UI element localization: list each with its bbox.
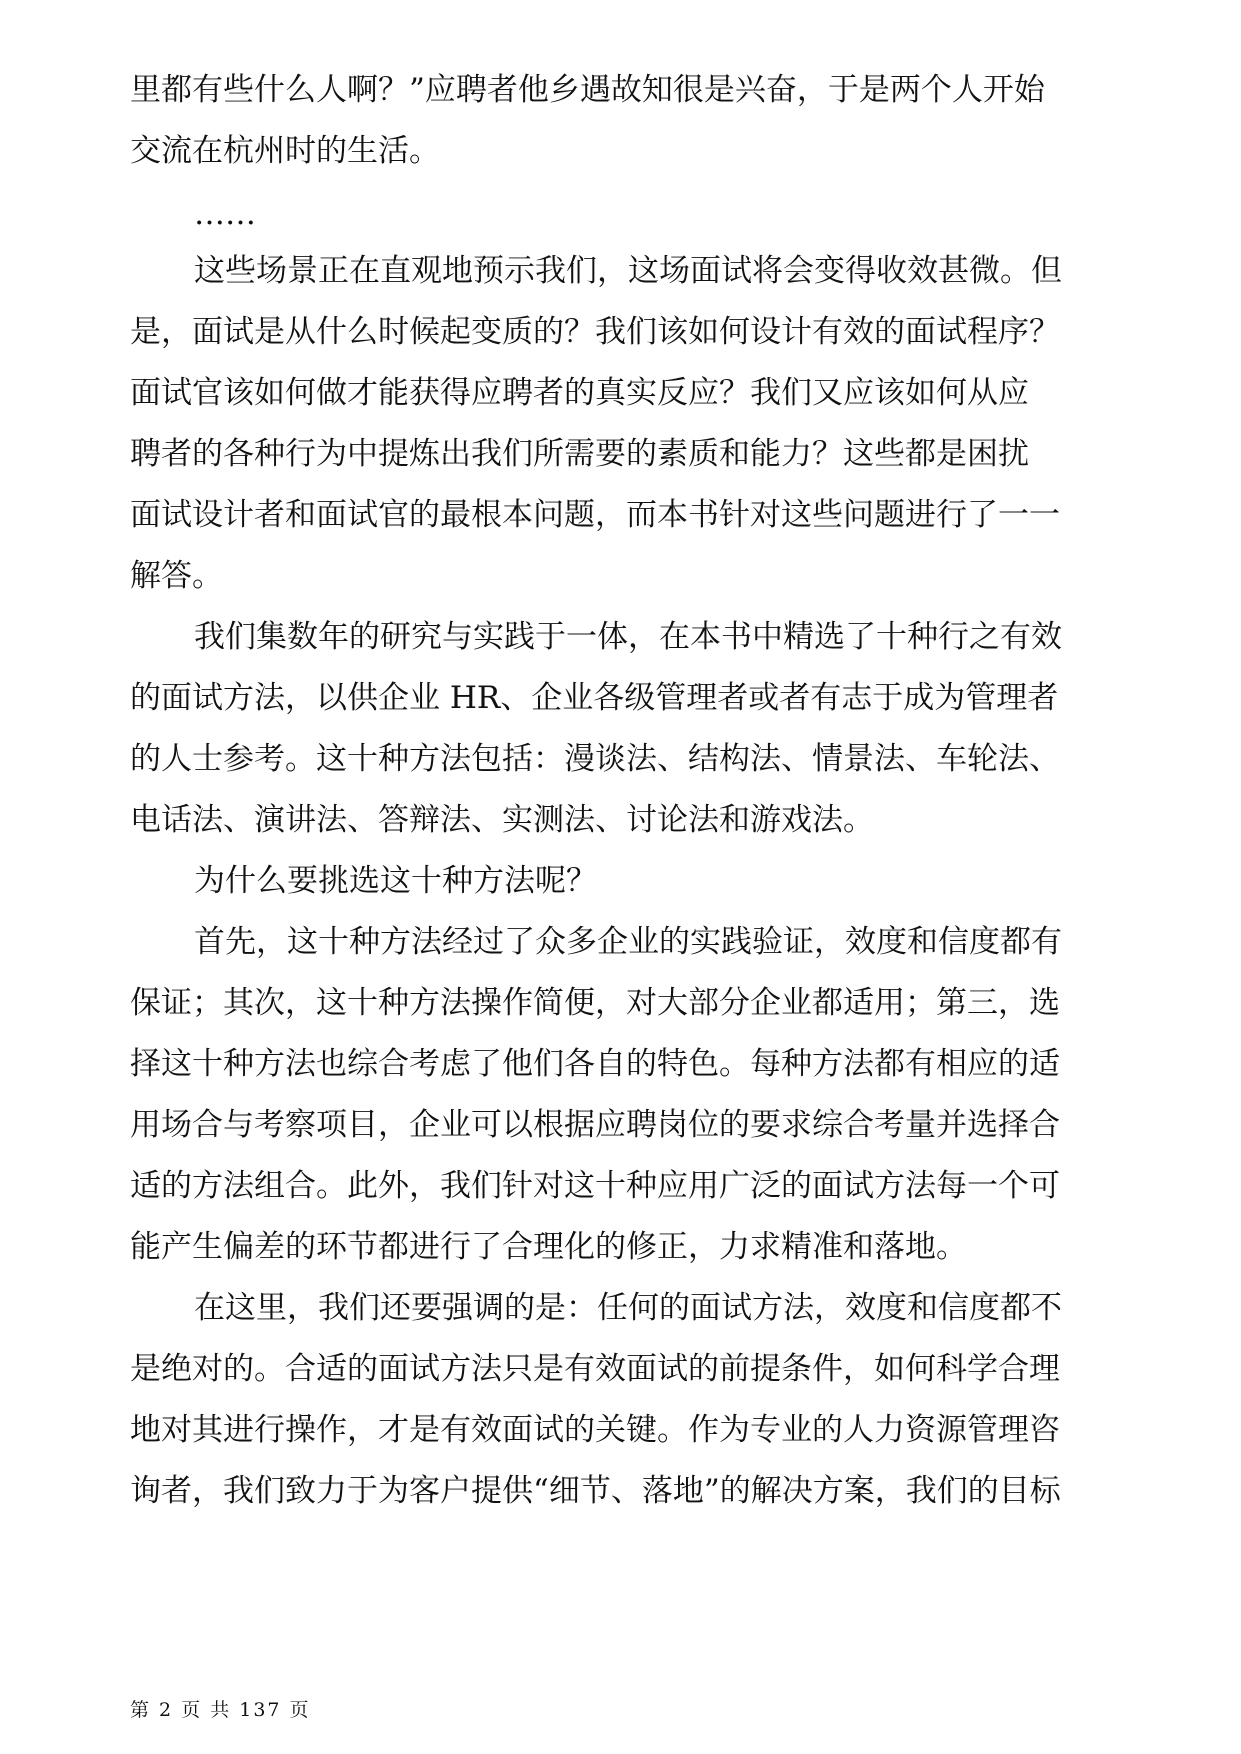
page-number-footer: 第 2 页 共 137 页 (130, 1699, 311, 1721)
text-line: 保证；其次，这十种方法操作简便，对大部分企业都适用；第三，选 (130, 985, 1060, 1021)
text-line: 的人士参考。这十种方法包括：漫谈法、结构法、情景法、车轮法、 (130, 741, 1060, 777)
text-line: 用场合与考察项目，企业可以根据应聘岗位的要求综合考量并选择合 (130, 1107, 1060, 1143)
text-line: 面试设计者和面试官的最根本问题，而本书针对这些问题进行了一一 (130, 497, 1060, 533)
text-line: …… (194, 196, 256, 232)
text-line: 面试官该如何做才能获得应聘者的真实反应？我们又应该如何从应 (130, 375, 1029, 411)
text-line: 解答。 (130, 558, 223, 594)
text-line: 这些场景正在直观地预示我们，这场面试将会变得收效甚微。但 (194, 253, 1062, 289)
text-line: 能产生偏差的环节都进行了合理化的修正，力求精准和落地。 (130, 1229, 967, 1265)
text-line: 里都有些什么人啊？”应聘者他乡遇故知很是兴奋，于是两个人开始 (130, 72, 1045, 108)
text-line: 询者，我们致力于为客户提供“细节、落地”的解决方案，我们的目标 (130, 1473, 1061, 1509)
text-line: 交流在杭州时的生活。 (130, 133, 440, 169)
text-line: 择这十种方法也综合考虑了他们各自的特色。每种方法都有相应的适 (130, 1046, 1060, 1082)
text-line: 在这里，我们还要强调的是：任何的面试方法，效度和信度都不 (194, 1290, 1062, 1326)
text-line: 适的方法组合。此外，我们针对这十种应用广泛的面试方法每一个可 (130, 1168, 1060, 1204)
text-line: 是，面试是从什么时候起变质的？我们该如何设计有效的面试程序？ (130, 314, 1060, 350)
text-line: 是绝对的。合适的面试方法只是有效面试的前提条件，如何科学合理 (130, 1351, 1060, 1387)
text-line: 地对其进行操作，才是有效面试的关键。作为专业的人力资源管理咨 (130, 1412, 1060, 1448)
text-line: 聘者的各种行为中提炼出我们所需要的素质和能力？这些都是困扰 (130, 436, 1029, 472)
text-line: 的面试方法，以供企业 HR、企业各级管理者或者有志于成为管理者 (130, 680, 1059, 716)
text-line: 首先，这十种方法经过了众多企业的实践验证，效度和信度都有 (194, 924, 1062, 960)
text-line: 我们集数年的研究与实践于一体，在本书中精选了十种行之有效 (194, 619, 1062, 655)
text-line: 为什么要挑选这十种方法呢？ (194, 863, 597, 899)
text-line: 电话法、演讲法、答辩法、实测法、讨论法和游戏法。 (130, 802, 874, 838)
